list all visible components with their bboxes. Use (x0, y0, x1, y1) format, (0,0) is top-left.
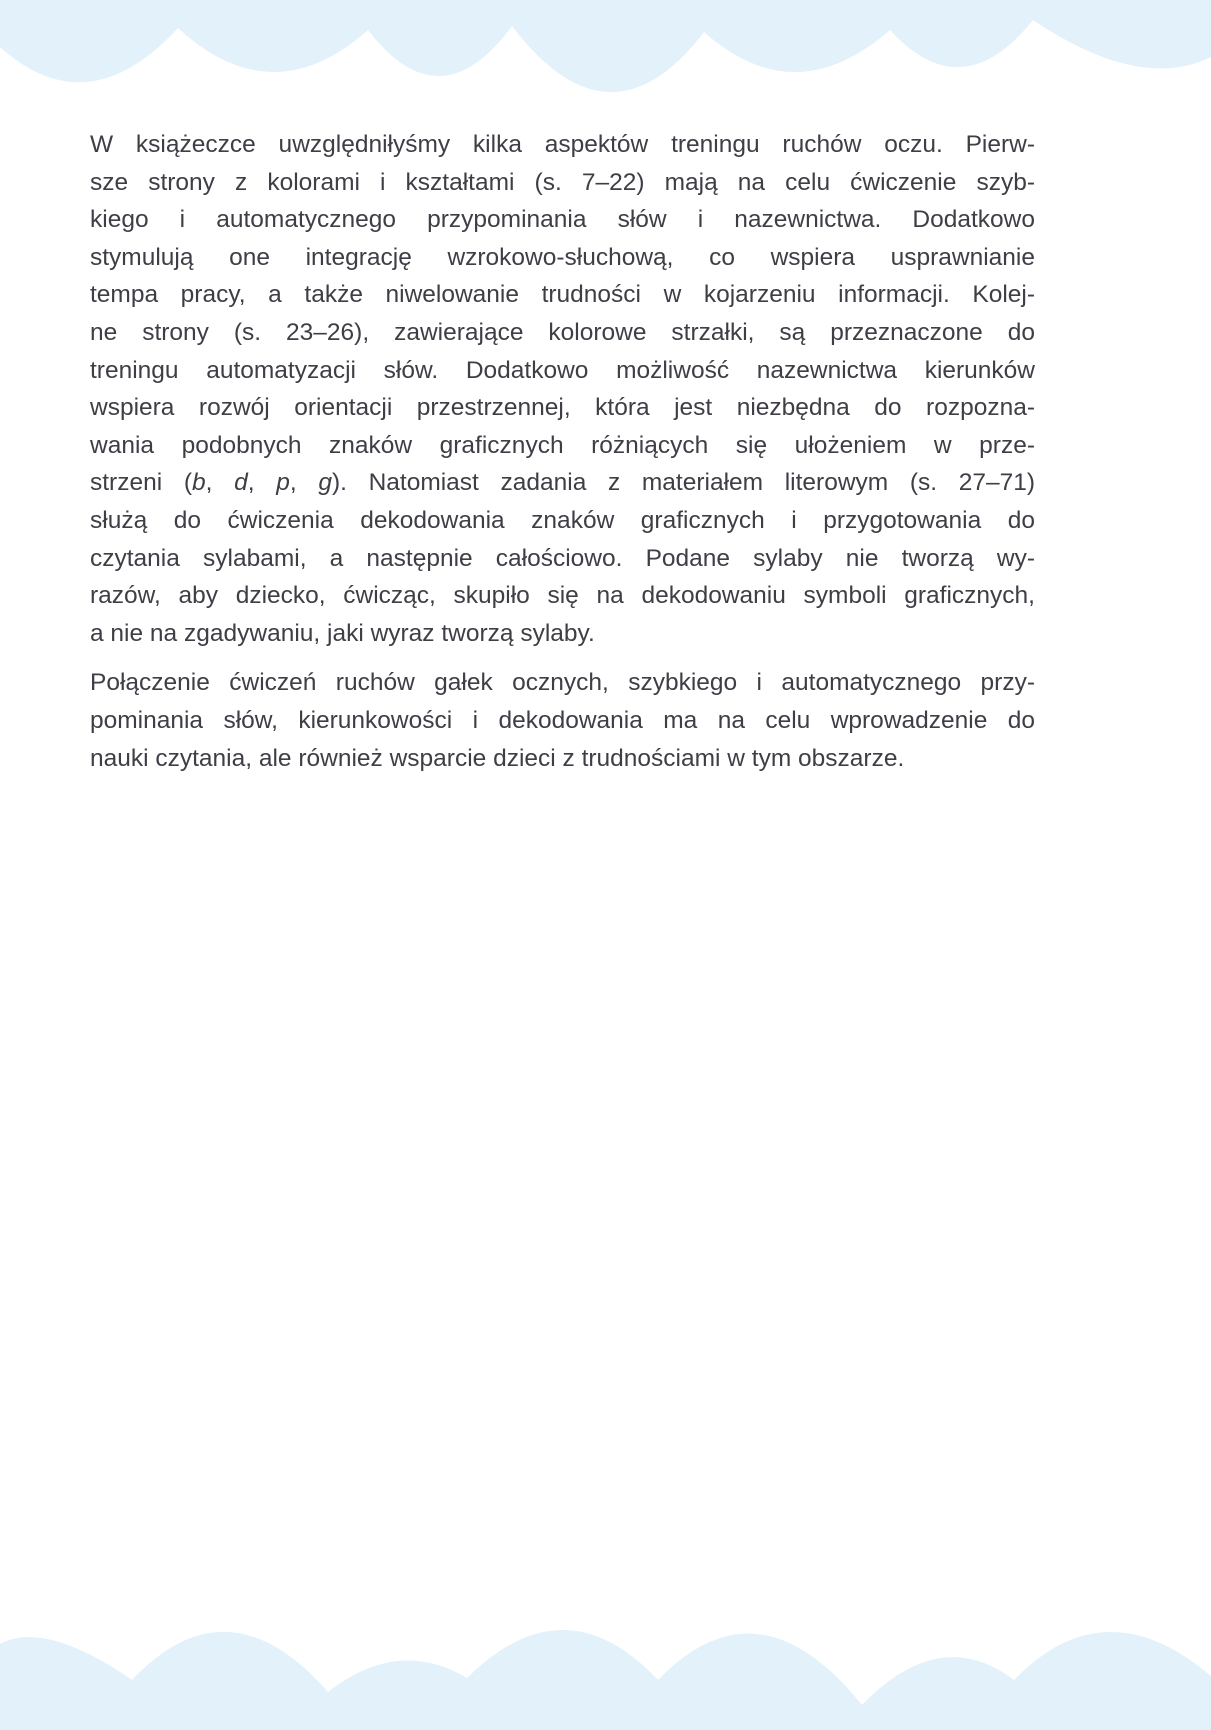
text-line: stymulują one integrację wzrokowo-słuchową, co wspiera usprawnianie (90, 243, 1035, 271)
text-line: strzeni (b, d, p, g). Natomiast zadania z materiałem literowym (s. 27–71) (90, 469, 1035, 497)
text-line: a nie na zgadywaniu, jaki wyraz tworzą sylaby. (90, 619, 595, 647)
paragraph (90, 664, 1035, 777)
text-line: W książeczce uwzględniłyśmy kilka aspektów treningu ruchów oczu. Pierw- (90, 131, 1035, 158)
top-cloud-shape (0, 0, 1211, 92)
text-line: ne strony (s. 23–26), zawierające kolorowe strzałki, są przeznaczone do (90, 318, 1035, 346)
text-line: nauki czytania, ale również wsparcie dzieci z trudnościami w tym obszarze. (90, 744, 905, 772)
text-line: czytania sylabami, a następnie całościowo. Podane sylaby nie tworzą wy- (90, 544, 1035, 572)
text-line: Połączenie ćwiczeń ruchów gałek ocznych, szybkiego i automatycznego przy- (90, 669, 1035, 697)
text-line: kiego i automatycznego przypominania słów i nazewnictwa. Dodatkowo (90, 206, 1035, 234)
page-text (90, 126, 1035, 777)
paragraph (90, 126, 1035, 652)
bottom-cloud-border (0, 1610, 1211, 1730)
bottom-cloud-shape (0, 1630, 1211, 1730)
text-line: wania podobnych znaków graficznych różniących się ułożeniem w prze- (90, 431, 1035, 459)
text-line: wspiera rozwój orientacji przestrzennej, która jest niezbędna do rozpozna- (90, 394, 1035, 422)
text-line: pominania słów, kierunkowości i dekodowania ma na celu wprowadzenie do (90, 706, 1035, 734)
text-line: służą do ćwiczenia dekodowania znaków graficznych i przygotowania do (90, 506, 1035, 534)
text-line: razów, aby dziecko, ćwicząc, skupiło się na dekodowaniu symboli graficznych, (90, 582, 1035, 610)
text-line: treningu automatyzacji słów. Dodatkowo możliwość nazewnictwa kierunków (90, 356, 1035, 384)
text-line: tempa pracy, a także niwelowanie trudności w kojarzeniu informacji. Kolej- (90, 281, 1035, 309)
text-line: sze strony z kolorami i kształtami (s. 7–22) mają na celu ćwiczenie szyb- (90, 168, 1035, 196)
